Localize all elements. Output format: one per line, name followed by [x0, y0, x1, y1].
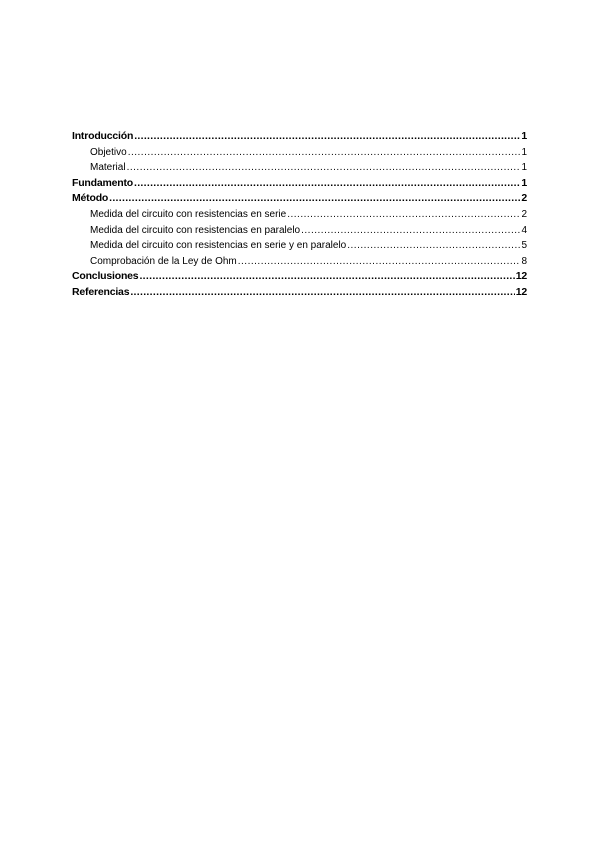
toc-leader-dots — [139, 269, 514, 285]
toc-entry-referencias[interactable] — [72, 285, 527, 301]
toc-leader-dots — [130, 285, 514, 301]
toc-leader-dots — [301, 223, 520, 239]
toc-entry-page: 1 — [521, 146, 527, 158]
toc-leader-dots — [134, 129, 520, 145]
toc-entry-page: 2 — [521, 192, 527, 205]
toc-entry-medida-serie-paralelo[interactable] — [72, 238, 527, 254]
toc-entry-medida-paralelo[interactable] — [72, 223, 527, 239]
toc-entry-title: Fundamento — [72, 176, 133, 189]
toc-entry-objetivo[interactable] — [72, 145, 527, 161]
toc-entry-page: 1 — [521, 162, 527, 174]
toc-entry-title: Conclusiones — [72, 270, 139, 283]
toc-entry-page: 1 — [521, 176, 527, 189]
toc-entry-title: Método — [72, 192, 109, 205]
toc-entry-title: Material — [90, 162, 126, 174]
toc-entry-metodo[interactable] — [72, 191, 527, 207]
table-of-contents — [72, 129, 527, 301]
toc-entry-title: Medida del circuito con resistencias en serie y en paralelo — [90, 240, 347, 252]
toc-leader-dots — [238, 254, 521, 270]
toc-leader-dots — [109, 191, 520, 207]
toc-entry-ley-ohm[interactable] — [72, 254, 527, 270]
toc-entry-introduccion[interactable] — [72, 129, 527, 145]
toc-entry-page: 1 — [521, 130, 527, 142]
toc-leader-dots — [134, 176, 520, 192]
toc-entry-page: 2 — [521, 208, 527, 220]
toc-entry-material[interactable] — [72, 160, 527, 176]
toc-entry-fundamento[interactable] — [72, 176, 527, 192]
toc-entry-page: 5 — [521, 240, 527, 252]
toc-entry-page: 8 — [521, 255, 527, 267]
toc-leader-dots — [287, 207, 520, 223]
toc-entry-title: Medida del circuito con resistencias en serie — [90, 208, 287, 220]
toc-entry-page: 12 — [515, 285, 527, 298]
toc-entry-page: 12 — [515, 270, 527, 283]
toc-entry-page: 4 — [521, 224, 527, 236]
toc-leader-dots — [127, 160, 521, 176]
toc-entry-title: Objetivo — [90, 146, 127, 158]
toc-entry-title: Medida del circuito con resistencias en paralelo — [90, 224, 301, 236]
toc-entry-conclusiones[interactable] — [72, 269, 527, 285]
toc-leader-dots — [128, 145, 521, 161]
toc-entry-title: Referencias — [72, 285, 130, 298]
toc-leader-dots — [347, 238, 520, 254]
toc-entry-medida-serie[interactable] — [72, 207, 527, 223]
toc-entry-title: Introducción — [72, 130, 134, 142]
toc-entry-title: Comprobación de la Ley de Ohm — [90, 255, 237, 267]
